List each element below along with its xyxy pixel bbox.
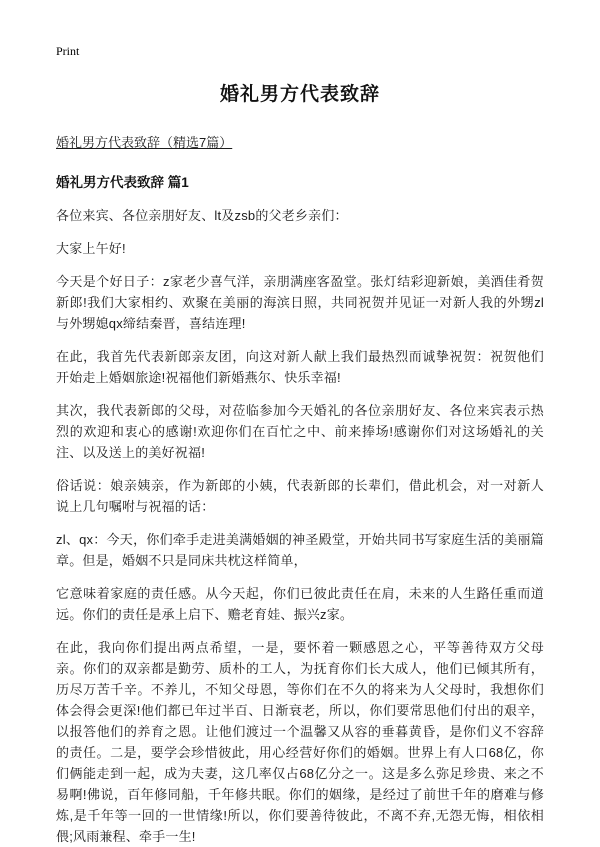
print-link[interactable]: Print [56, 44, 80, 58]
paragraph: 今天是个好日子：z家老少喜气洋，亲朋满座客盈堂。张灯结彩迎新娘，美酒佳肴贺新郎!我们大家相约、欢聚在美丽的海滨日照，共同祝贺并见证一对新人我的外甥zl与外甥媳qx缔结秦晋，喜结连理! [56, 274, 544, 331]
paragraph: zl、qx：今天，你们牵手走进美满婚姻的神圣殿堂，开始共同书写家庭生活的美丽篇章。但是，婚姻不只是同床共枕这样简单， [56, 532, 544, 568]
paragraph: 俗话说：娘亲姨亲，作为新郎的小姨，代表新郎的长辈们，借此机会，对一对新人说上几句嘱咐与祝福的话： [56, 478, 544, 514]
paragraph: 大家上午好! [56, 241, 126, 256]
section-heading: 婚礼男方代表致辞 篇1 [56, 175, 189, 190]
collection-subtitle-link[interactable]: 婚礼男方代表致辞（精选7篇） [56, 135, 233, 150]
paragraph-list [56, 205, 544, 847]
page-title: 婚礼男方代表致辞 [219, 84, 380, 105]
paragraph: 各位来宾、各位亲朋好友、lt及zsb的父老乡亲们： [56, 208, 348, 223]
paragraph: 在此，我向你们提出两点希望，一是，要怀着一颗感恩之心，平等善待双方父母亲。你们的双亲都是勤劳、质朴的工人，为抚育你们长大成人，他们已倾其所有，历尽万苦千辛。不养儿，不知父母恩，等你们在不久的将来为人父母时，我想你们体会得会更深!他们都已年过半百、日渐衰老，所以，你们要常思他们付出的艰辛，以报答他们的养育之恩。让他们渡过一个温馨又从容的垂暮黄昏，是你们义不容辞的责任。二是，要学会珍惜彼此，用心经营好你们的婚姻。世界上有人口68亿，你们俩能走到一起，成为夫妻，这几率仅占68亿分之一。这是多么弥足珍贵、来之不易啊!佛说，百年修同船，千年修共眠。你们的姻缘，是经过了前世千年的磨难与修炼,是千年等一回的一世情缘!所以，你们要善待彼此，不离不弃,无怨无悔，相依相偎;风雨兼程、牵手一生! [56, 640, 544, 844]
paragraph: 在此，我首先代表新郎亲友团，向这对新人献上我们最热烈而诚挚祝贺：祝贺他们开始走上婚姻旅途!祝福他们新婚燕尔、快乐幸福! [56, 349, 544, 385]
paragraph: 它意味着家庭的责任感。从今天起，你们已彼此责任在肩，未来的人生路任重而道远。你们的责任是承上启下、赡老育娃、振兴z家。 [56, 586, 544, 622]
paragraph: 其次，我代表新郎的父母，对莅临参加今天婚礼的各位亲朋好友、各位来宾表示热烈的欢迎和衷心的感谢!欢迎你们在百忙之中、前来捧场!感谢你们对这场婚礼的关注、以及送上的美好祝福! [56, 403, 544, 460]
